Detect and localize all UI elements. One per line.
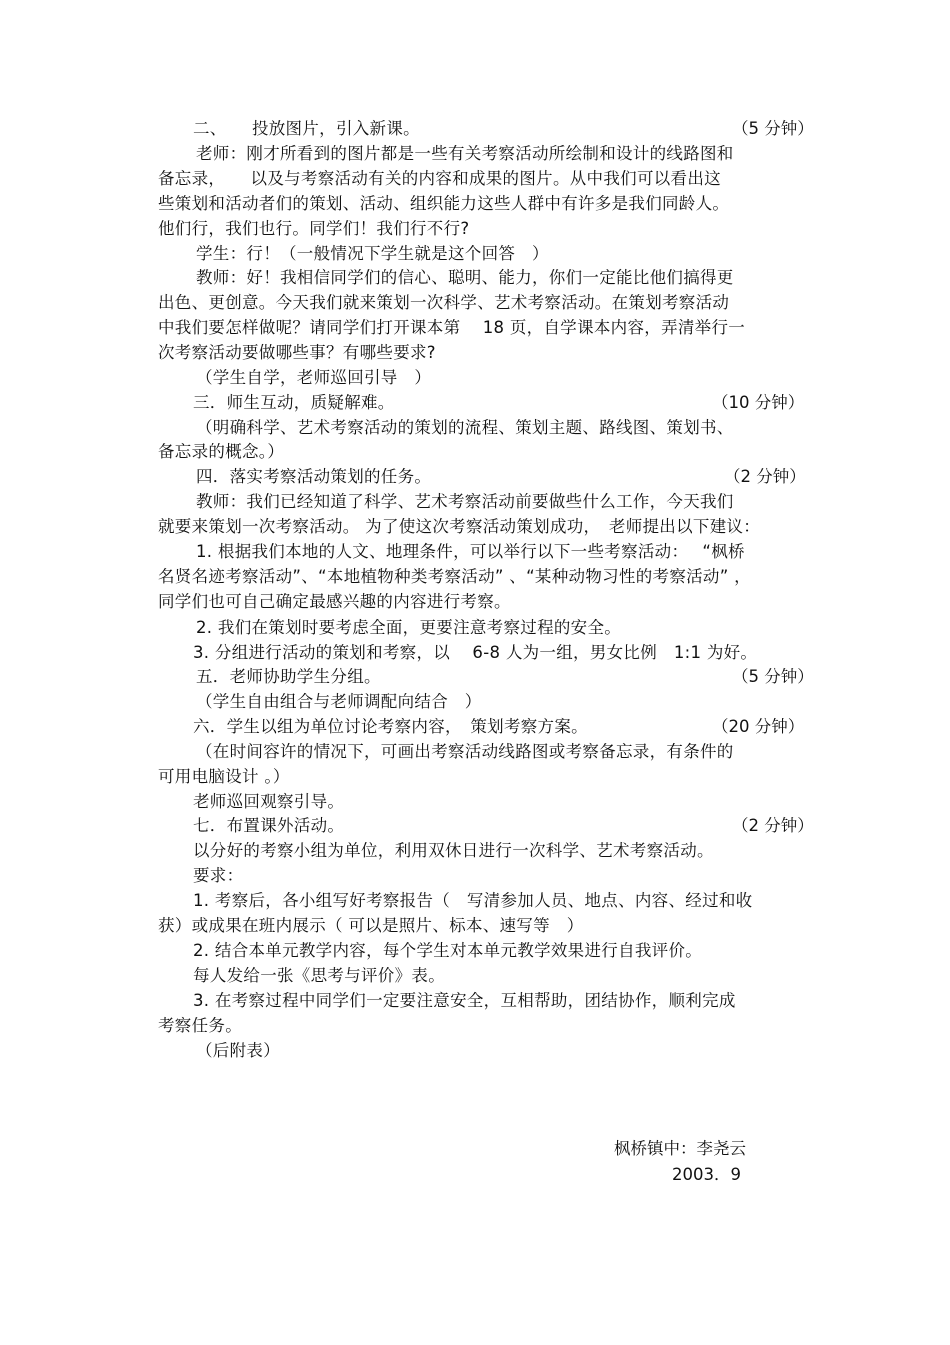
section-7-heading: 七．布置课外活动。 <box>193 816 345 835</box>
text-line: 中我们要怎样做呢？请同学们打开课本第 18 页，自学课本内容，弄清举行一 <box>158 318 746 337</box>
text-line: 要求： <box>193 866 244 885</box>
text-line: 备忘录的概念。） <box>158 442 285 461</box>
text-line: 教师：好！我相信同学们的信心、聪明、能力，你们一定能比他们搞得更 <box>196 268 734 287</box>
signature-date: 2003．9 <box>672 1165 741 1184</box>
text-line: 老师巡回观察引导。 <box>193 792 345 811</box>
section-2-heading: 二、 投放图片，引入新课。 <box>193 119 420 138</box>
text-line: 可用电脑设计 。） <box>158 767 290 786</box>
text-line: 考察任务。 <box>158 1016 242 1035</box>
section-5-heading: 五．老师协助学生分组。 <box>196 667 381 686</box>
text-line: 些策划和活动者们的策划、活动、组织能力这些人群中有许多是我们同龄人。 <box>158 194 730 213</box>
section-3-heading: 三．师生互动，质疑解难。 <box>193 393 395 412</box>
text-line: 名贤名迹考察活动”、“本地植物种类考察活动” 、“某种动物习性的考察活动” ， <box>158 567 751 586</box>
section-6-duration: （20 分钟） <box>712 717 805 736</box>
text-line: 2. 我们在策划时要考虑全面，更要注意考察过程的安全。 <box>196 618 622 637</box>
text-line: 1. 根据我们本地的人文、地理条件，可以举行以下一些考察活动： “枫桥 <box>196 542 745 561</box>
author-signature: 枫桥镇中：李尧云 <box>614 1139 746 1158</box>
section-7-duration: （2 分钟） <box>732 816 814 835</box>
text-line: 1. 考察后，各小组写好考察报告（ 写清参加人员、地点、内容、经过和收 <box>193 891 753 910</box>
text-line: （学生自学，老师巡回引导 ） <box>196 368 432 387</box>
section-4-duration: （2 分钟） <box>724 467 806 486</box>
text-line: （在时间容许的情况下，可画出考察活动线路图或考察备忘录，有条件的 <box>196 742 734 761</box>
text-line: 他们行，我们也行。同学们！我们行不行? <box>158 219 470 238</box>
text-line: （明确科学、艺术考察活动的策划的流程、策划主题、路线图、策划书、 <box>196 418 734 437</box>
text-line: 以分好的考察小组为单位，利用双休日进行一次科学、艺术考察活动。 <box>193 841 714 860</box>
section-3-duration: （10 分钟） <box>712 393 805 412</box>
text-line: 备忘录， 以及与考察活动有关的内容和成果的图片。从中我们可以看出这 <box>158 169 721 188</box>
text-line: 就要来策划一次考察活动。 为了使这次考察活动策划成功， 老师提出以下建议： <box>158 517 761 536</box>
text-line: 学生：行！（一般情况下学生就是这个回答 ） <box>196 244 549 263</box>
text-line: 每人发给一张《思考与评价》表。 <box>193 966 445 985</box>
text-line: 次考察活动要做哪些事？有哪些要求? <box>158 343 436 362</box>
text-line: 3. 在考察过程中同学们一定要注意安全，互相帮助，团结协作，顺利完成 <box>193 991 736 1010</box>
text-line: 老师：刚才所看到的图片都是一些有关考察活动所绘制和设计的线路图和 <box>196 144 734 163</box>
text-line: 同学们也可自己确定最感兴趣的内容进行考察。 <box>158 592 511 611</box>
text-line: 获）或成果在班内展示（ 可以是照片、标本、速写等 ） <box>158 916 584 935</box>
section-6-heading: 六．学生以组为单位讨论考察内容， 策划考察方案。 <box>193 717 588 736</box>
text-line: 教师：我们已经知道了科学、艺术考察活动前要做些什么工作，今天我们 <box>196 492 734 511</box>
text-line: 2. 结合本单元教学内容，每个学生对本单元教学效果进行自我评价。 <box>193 941 703 960</box>
text-line: 3. 分组进行活动的策划和考察，以 6-8 人为一组，男女比例 1:1 为好。 <box>193 643 758 662</box>
section-2-duration: （5 分钟） <box>732 119 814 138</box>
text-line: 出色、更创意。今天我们就来策划一次科学、艺术考察活动。在策划考察活动 <box>158 293 730 312</box>
section-4-heading: 四．落实考察活动策划的任务。 <box>196 467 432 486</box>
text-line: （学生自由组合与老师调配向结合 ） <box>196 692 482 711</box>
text-line: （后附表） <box>196 1041 280 1060</box>
section-5-duration: （5 分钟） <box>732 667 814 686</box>
